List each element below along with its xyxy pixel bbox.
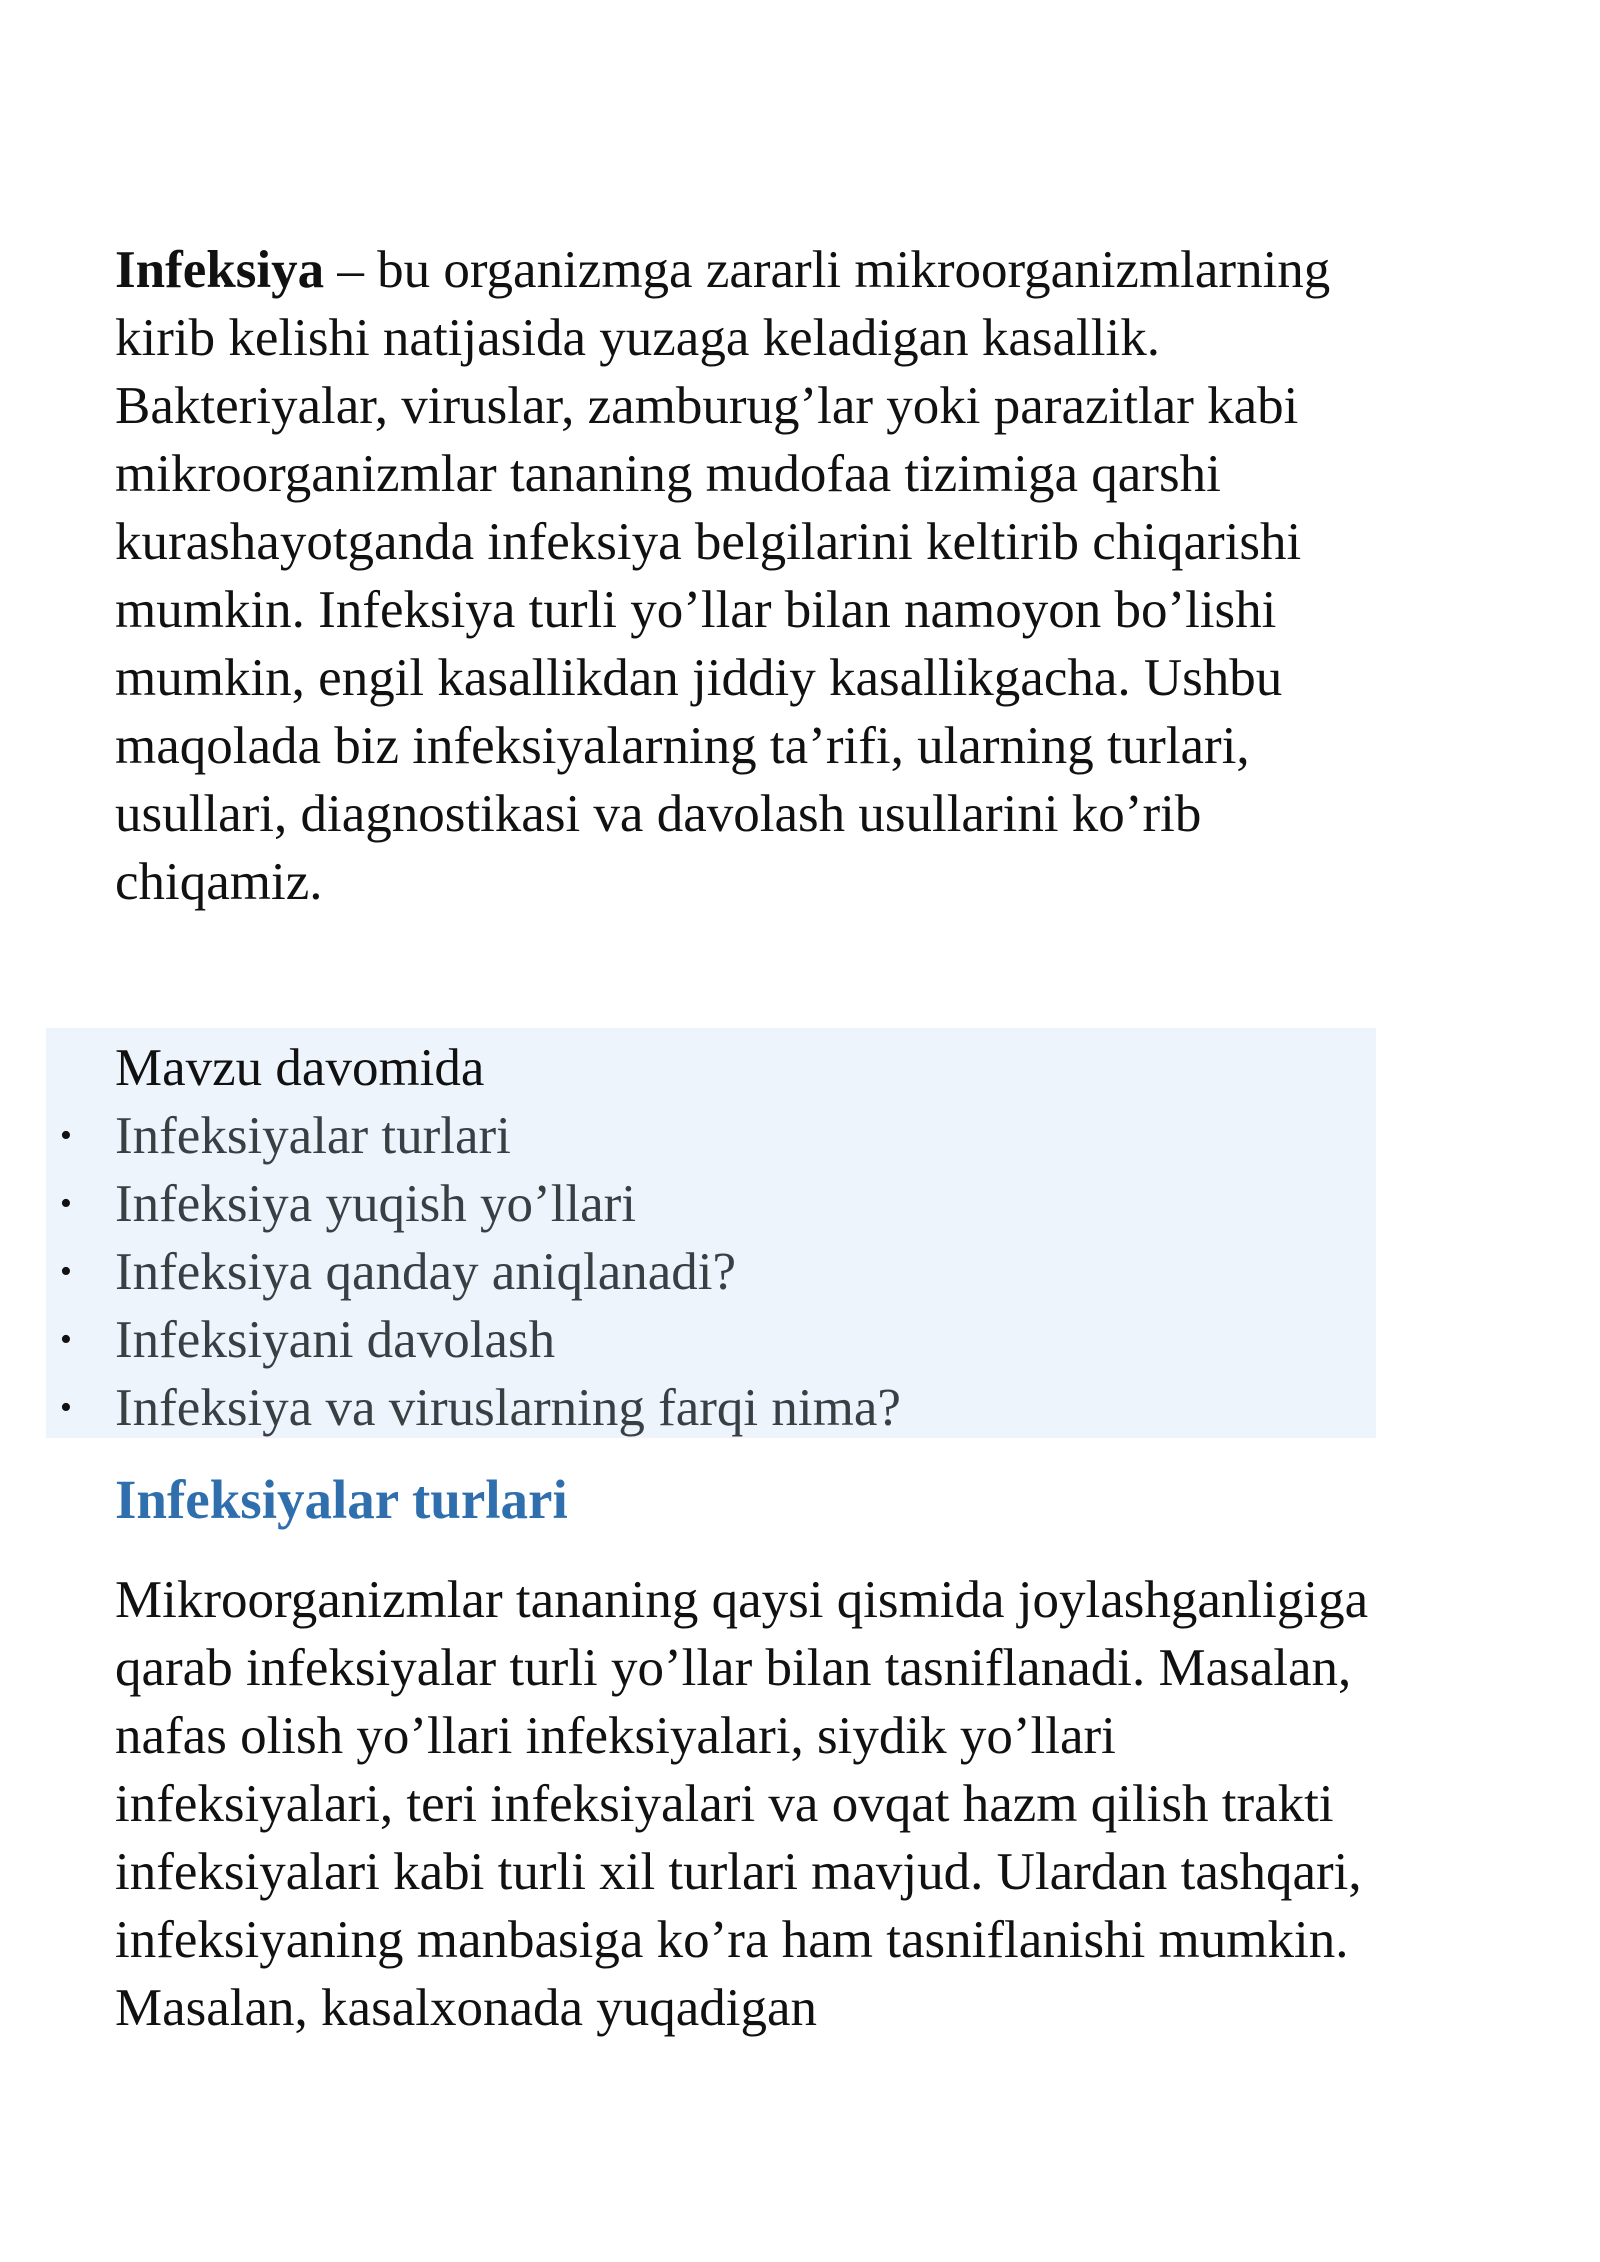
toc-item-label: Infeksiyani davolash bbox=[115, 1311, 556, 1369]
section-paragraph: Mikroorganizmlar tananing qaysi qismida joylashganligiga qarab infeksiyalar turli yo’llar bilan tasniflanadi. Masalan, nafas olish yo’llari infeksiyalari, siydik yo’llari infeksiyalari, teri infeksiyalari va ovqat hazm qilish trakti infeksiyalari kabi turli xil turlari mavjud. Ulardan tashqari, infeksiyaning manbasiga ko’ra ham tasniflanishi mumkin. Masalan, kasalxonada yuqadigan bbox=[115, 1571, 1369, 2037]
toc-item-label: Infeksiya yuqish yo’llari bbox=[115, 1175, 637, 1233]
bullet-icon: • bbox=[60, 1253, 72, 1290]
bullet-icon: • bbox=[60, 1117, 72, 1154]
toc-item[interactable] bbox=[46, 1306, 1376, 1374]
section-body bbox=[115, 1566, 1375, 2042]
toc-item-label: Infeksiyalar turlari bbox=[115, 1107, 511, 1165]
toc-item-label: Infeksiya va viruslarning farqi nima? bbox=[115, 1379, 901, 1437]
intro-term: Infeksiya bbox=[115, 241, 325, 299]
intro-paragraph bbox=[115, 236, 1375, 916]
table-of-contents bbox=[46, 1028, 1376, 1438]
bullet-icon: • bbox=[60, 1321, 72, 1358]
toc-item[interactable] bbox=[46, 1102, 1376, 1170]
section-heading: Infeksiyalar turlari bbox=[115, 1469, 568, 1530]
toc-item-label: Infeksiya qanday aniqlanadi? bbox=[115, 1243, 737, 1301]
toc-title: Mavzu davomida bbox=[115, 1039, 485, 1097]
bullet-icon: • bbox=[60, 1185, 72, 1222]
toc-item[interactable] bbox=[46, 1374, 1376, 1442]
bullet-icon: • bbox=[60, 1389, 72, 1426]
toc-item[interactable] bbox=[46, 1170, 1376, 1238]
toc-item[interactable] bbox=[46, 1238, 1376, 1306]
toc-list bbox=[46, 1102, 1376, 1442]
intro-section bbox=[115, 236, 1375, 916]
intro-text: – bu organizmga zararli mikroorganizmlarning kirib kelishi natijasida yuzaga keladigan kasallik. Bakteriyalar, viruslar, zamburug’lar yoki parazitlar kabi mikroorganizmlar tananing mudofaa tizimiga qarshi kurashayotganda infeksiya belgilarini keltirib chiqarishi mumkin. Infeksiya turli yo’llar bilan namoyon bo’lishi mumkin, engil kasallikdan jiddiy kasallikgacha. Ushbu maqolada biz infeksiyalarning ta’rifi, ularning turlari, usullari, diagnostikasi va davolash usullarini ko’rib chiqamiz. bbox=[115, 241, 1331, 911]
